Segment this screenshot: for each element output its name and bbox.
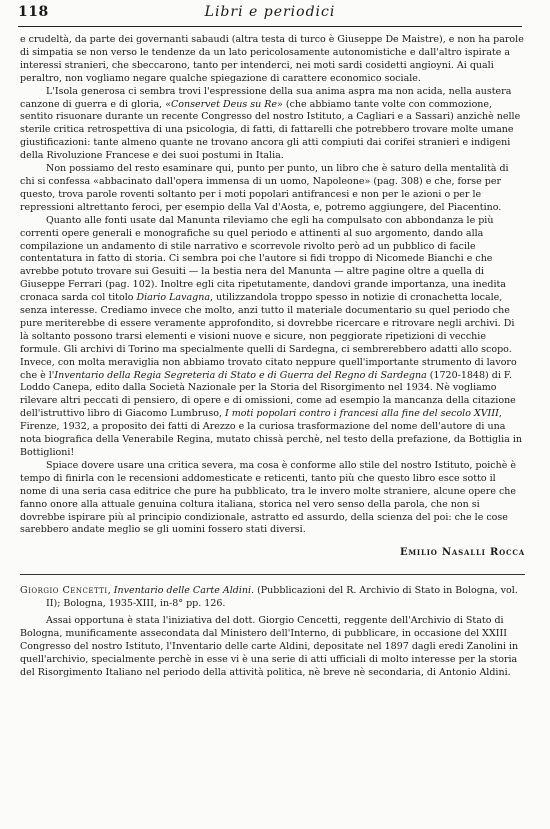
review1-paragraph-2: [20, 86, 525, 163]
text-span: » (che abbiamo tante volte con commozione, sentito risuonare durante un recente Congresso del nostro Istituto, a Cagliari e a Sassari) anzichè nelle sterile critica retrospettiva di una psicologia, di fatti, di fattarelli che potrebbero trovare molte umane giustificazioni: tante almeno quante ne trovano ancora gli atti compiuti dai corifei stranieri e indigeni della Rivoluzione Francese e dei suoi postumi in Italia.: [20, 98, 521, 162]
italic-title: I moti popolari contro i francesi alla fine del secolo XVIII: [225, 408, 499, 420]
text-span: L'Isola generosa ci sembra trovi l'espressione della sua anima aspra ma non acida, nella austera canzone di guerra e di gloria, «: [20, 85, 512, 110]
review1-paragraph-1: e crudeltà, da parte dei governanti sabaudi (altra testa di turco è Giuseppe De Maistre), e non ha parole di simpatia se non verso le tendenze da un lato pericolosamente autonomistiche e dall'altro ispirate a interessi stranieri, che sbeccarono, tanto per intenderci, nei moti sardi cosidetti angioyni. Ai quali peraltro, non vogliamo negare qualche spiegazione di carattere economico sociale.: [20, 34, 524, 84]
text-span: (1720-1848) di F. Loddo Canepa, edito dalla Società Nazionale per la Storia del Risorgimento nel 1934. Nè vogliamo rilevare altri peccati di pensiero, di opere e di omissioni, come ad esempio la mancanza della citazione dell'istruttivo libro di Giacomo Lumbruso,: [20, 369, 516, 420]
review1-paragraph-5: Spiace dovere usare una critica severa, ma cosa è conforme allo stile del nostro Istituto, poichè è tempo di finirla con le recensioni addomesticate e reticenti, tanto più che questo libro esce sotto il nome di una seria casa editrice che pure ha pubblicato, tra le invero molte straniere, alcune opere che fanno onore alla attuale genuina coltura italiana, storica nel vero senso della parola, che non si dovrebbe ispirare più al principio condizionale, astratto ed assurdo, della scienza del poi: che le cose sarebbero andate meglio se gli uomini fossero stati diversi.: [20, 459, 517, 536]
text-span: ,: [107, 585, 114, 597]
text-span: Quanto alle fonti usate dal Manunta rileviamo che egli ha compulsato con abbondanza le più correnti opere generali e monografiche su quel periodo e attinenti al suo argomento, dando alla compilazione un andamento di stile narrativo e scorrevole rivolto però ad un pubblico di facile contentatura in fatto di storia. Ci sembra poi che l'autore si fidi troppo di Nicomede Bianchi e che avrebbe potuto trovare sui Gesuiti — la bestia nera del Manunta — altre pagine oltre a quella di Giuseppe Ferrari (pag. 102). Inoltre egli cita ripetutamente, dandovi grande importanza, una inedita cronaca sarda col titolo: [20, 214, 506, 304]
section-divider: [20, 574, 525, 575]
italic-title: Inventario della Regia Segreteria di Stato e di Guerra del Regno di Sardegna: [54, 369, 427, 381]
review2-paragraph-1: Assai opportuna è stata l'iniziativa del dott. Giorgio Cencetti, reggente dell'Archivio di Stato di Bologna, munificamente assecondata dal Ministero dell'Interno, di pubblicare, in occasione del XXIII Congresso del nostro Istituto, l'Inventario delle carte Aldini, depositate nel 1897 dagli eredi Zanolini in quell'archivio, specialmente perchè in esse vi è una serie di atti ufficiali di molto interesse per la storia del Risorgimento Italiano nel periodo della attività politica, nè breve nè secondaria, di Antonio Aldini.: [20, 615, 519, 678]
review1-paragraph-3: Non possiamo del resto esaminare qui, punto per punto, un libro che è saturo della mentalità di chi si confessa «abbacinato dall'opera immensa di un uomo, Napoleone» (pag. 308) e che, forse per questo, trova parole roventi soltanto per i moti popolari antifrancesi e non per le azioni o per le repressioni altrettanto feroci, per esempio della Val d'Aosta, e, potremo aggiungere, del Piacentino.: [20, 163, 509, 213]
review1-paragraph-4: [20, 215, 525, 460]
text-span: , Firenze, 1932, a proposito dei fatti di Arezzo e la curiosa trasformazione del nome dell'autore di una nota biografica della Venerabile Regina, mutato chissà perchè, nel testo della prefazione, da Bottiglia in Bottiglioni!: [20, 408, 523, 458]
text-span: , utilizzandola troppo spesso in notizie di cronachetta locale, senza interesse. Crediamo invece che molto, anzi tutto il materiale documentario su quel periodo che pure meriterebbe di essere veramente approfondito, si dovrebbe ricercare e ritrovare negli archivi. Di là soltanto possono trarsi elementi e visioni nuove e sicure, non peggiorate ripetizioni di vecchie formule. Gli archivi di Torino ma specialmente quelli di Sardegna, ci sembrerebbero adatti allo scopo. Invece, con molta meraviglia non abbiamo trovato citato neppure quell'importante strumento di lavoro che è l': [20, 292, 517, 381]
book-title: Inventario delle Carte Aldini: [113, 585, 252, 597]
italic-title: Conservet Deus su Re: [171, 98, 278, 110]
page-body: [20, 34, 525, 680]
book-author: Giorgio Cencetti: [20, 585, 108, 597]
running-header: [18, 4, 522, 27]
review2-heading: [20, 585, 525, 611]
reviewer-signature: Emilio Nasalli Rocca: [399, 547, 525, 559]
publication-details: . (Pubblicazioni del R. Archivio di Stato in Bologna, vol. II); Bologna, 1935-XIII, in-8° pp. 126.: [46, 585, 518, 610]
running-title: Libri e periodici: [204, 4, 336, 20]
page-number: 118: [18, 4, 49, 20]
italic-title: Diario Lavagna: [136, 292, 210, 304]
